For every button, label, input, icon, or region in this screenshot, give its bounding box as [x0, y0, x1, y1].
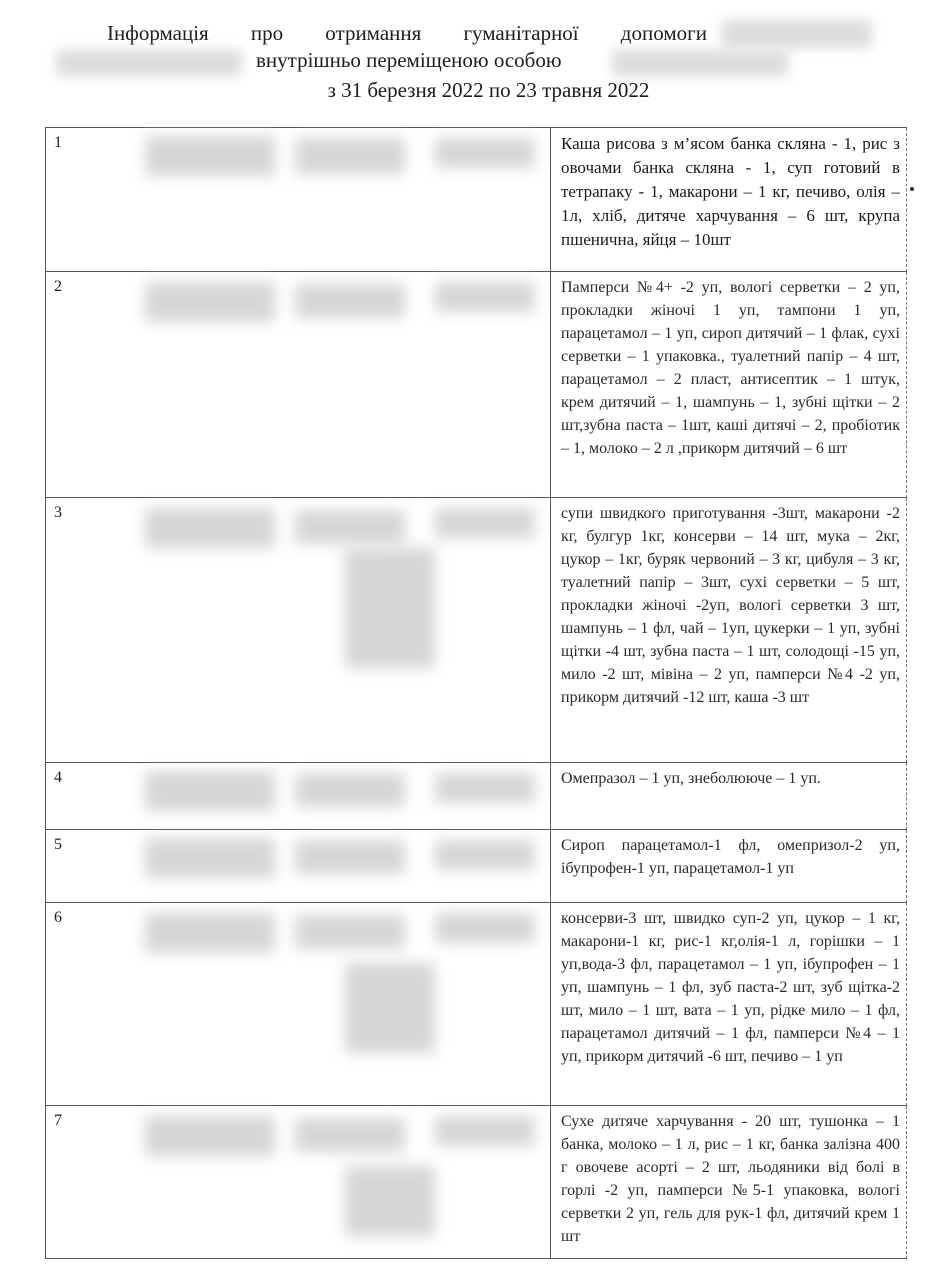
header-word: Інформація — [107, 21, 209, 45]
redacted-name — [612, 50, 788, 76]
header-date-range: з 31 березня 2022 по 23 травня 2022 — [327, 78, 650, 102]
row-number: 3 — [45, 498, 89, 763]
header-line-2: внутрішньо переміщеною особою — [256, 48, 562, 72]
header-word: отримання — [325, 21, 422, 45]
table-row — [45, 497, 907, 763]
redacted-columns — [89, 1106, 549, 1259]
header-word: допомоги — [620, 21, 707, 45]
redacted-columns — [89, 903, 549, 1106]
row-number: 5 — [45, 830, 89, 903]
redacted-name — [56, 50, 242, 76]
redacted-name — [722, 20, 872, 48]
aid-items-text: Сухе дитяче харчування - 20 шт, тушонка – 1 банка, молоко – 1 л, рис – 1 кг, банка залізна 400 г овочеве асорті – 2 шт, льодяники від болі в горлі -2 уп, памперси №5-1 упаковка, вологі серветки 2 уп, гель для рук-1 фл, дитячий крем 1 шт — [550, 1106, 907, 1259]
redacted-columns — [89, 830, 549, 903]
aid-items-text: супи швидкого приготування -3шт, макарони -2 кг, булгур 1кг, консерви – 14 шт, мука – 2кг, цукор – 1кг, буряк червоний – 3 кг, цибуля – 3 кг, туалетний папір – 3шт, сухі серветки – 5 шт, прокладки жіночі -2уп, вологі серветки 3 шт, шампунь – 1 фл, чай – 1уп, цукерки – 1 уп, зубні щітки -4 шт, зубна паста – 1 шт, солодощі -15 уп, мило -2 шт, мівіна – 2 уп, памперси №4 -2 уп, прикорм дитячий -12 шт, каша -3 шт — [550, 498, 907, 763]
header-line-1 — [107, 20, 707, 47]
redacted-columns — [89, 272, 549, 498]
table-row — [45, 902, 907, 1106]
row-number: 2 — [45, 272, 89, 498]
table-row — [45, 271, 907, 498]
table-row — [45, 1105, 907, 1259]
aid-items-text: Каша рисова з м’ясом банка скляна - 1, рис з овочами банка скляна - 1, суп готовий в тетрапаку - 1, макарони – 1 кг, печиво, олія – 1л, хліб, дитяче харчування – 6 шт, крупа пшенична, яйця – 10шт — [550, 128, 907, 272]
header-word: про — [250, 21, 284, 45]
table-row — [45, 127, 907, 272]
aid-items-text: Сироп парацетамол-1 фл, омепризол-2 уп, ібупрофен-1 уп, парацетамол-1 уп — [550, 830, 907, 903]
aid-items-text: Омепразол – 1 уп, знеболююче – 1 уп. — [550, 763, 907, 830]
redacted-columns — [89, 498, 549, 763]
row-number: 6 — [45, 903, 89, 1106]
table-bottom-border — [45, 1258, 907, 1259]
stray-mark — [910, 187, 914, 191]
aid-items-text: Памперси №4+ -2 уп, вологі серветки – 2 уп, прокладки жіночі 1 уп, тампони 1 уп, парацетамол – 1 уп, сироп дитячий – 1 флак, сухі серветки – 1 упаковка., туалетний папір – 4 шт, парацетамол – 2 пласт, антисептик – 1 штук, крем дитячий – 1, шампунь – 1, зубні щітки – 2 шт,зубна паста – 1шт, каші дитячі – 2, пробіотик – 1, молоко – 2 л ,прикорм дитячий – 6 шт — [550, 272, 907, 498]
row-number: 1 — [45, 128, 89, 272]
redacted-columns — [89, 763, 549, 830]
row-number: 4 — [45, 763, 89, 830]
aid-items-text: консерви-3 шт, швидко суп-2 уп, цукор – 1 кг, макарони-1 кг, рис-1 кг,олія-1 л, горішки – 1 уп,вода-3 фл, парацетамол – 1 уп, ібупрофен – 1 уп, шампунь – 1 фл, зуб паста-2 шт, зуб щітка-2 шт, мило – 1 шт, вата – 1 уп, рідке мило – 1 фл, парацетамол дитячий – 1 фл, памперси №4 – 1 уп, прикорм дитячий -6 шт, печиво – 1 уп — [550, 903, 907, 1106]
row-number: 7 — [45, 1106, 89, 1259]
table-row — [45, 829, 907, 903]
redacted-columns — [89, 128, 549, 272]
table-row — [45, 762, 907, 830]
header-word: гуманітарної — [463, 21, 579, 45]
